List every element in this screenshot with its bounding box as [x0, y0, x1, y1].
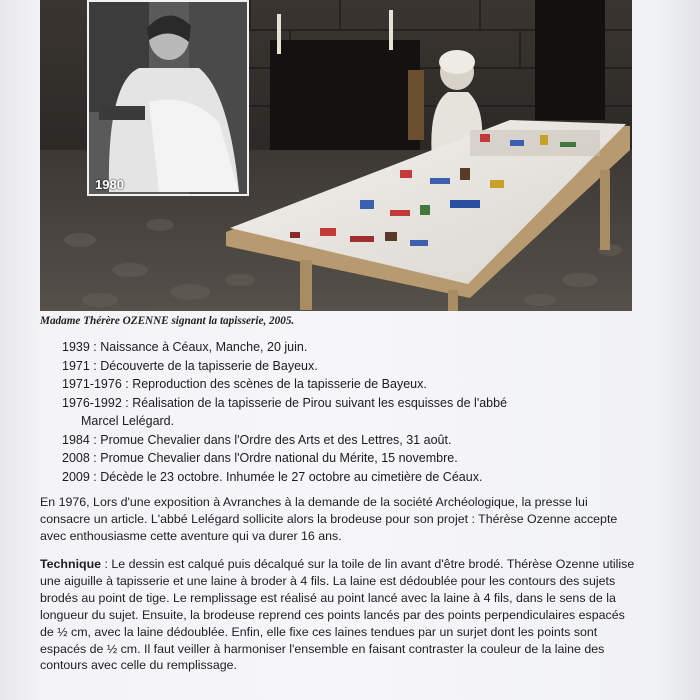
- chronology-year: 2008: [62, 451, 90, 465]
- inset-photo-1980: [87, 0, 249, 196]
- chronology-year: 2009: [62, 469, 90, 484]
- chronology-text: Promue Chevalier dans l'Ordre national du Mérite, 15 novembre.: [100, 451, 458, 465]
- chronology-text: Reproduction des scènes de la tapisserie de Bayeux.: [132, 377, 427, 391]
- chronology-year: 1939: [62, 340, 90, 354]
- chronology-item: 1971 : Découverte de la tapisserie de Bayeux.: [62, 358, 318, 373]
- chronology-item: 1971-1976 : Reproduction des scènes de la tapisserie de Bayeux.: [62, 377, 427, 391]
- chronology-year: 1984: [62, 432, 90, 447]
- tapestry-photo: [40, 0, 632, 311]
- technique-text: : Le dessin est calqué puis décalqué sur la toile de lin avant d'être brodé. Thérèse Ozenne utilise une aiguille à tapisserie et une laine à broder à 4 fils. La laine est dédoublée pour les contours des sujets brodés au point de tige. Le remplissage est réalisé au point lancé avec la laine à 4 fils, dans le sens de la longueur du sujet. Ensuite, la brodeuse reprend ces points lancés par des points perpendiculaires espacés de ½ cm, avec la laine dédoublée. Enfin, elle fixe ces laines tendues par un surjet dont les points sont espacés de ½ cm. Il faut veiller à harmoniser l'ensemble en faisant contraster la couleur de la laine des contours avec celle du remplissage.: [40, 557, 635, 673]
- chronology-item: 2008 : Promue Chevalier dans l'Ordre national du Mérite, 15 novembre.: [62, 451, 458, 465]
- chronology-item: 2009 : Décède le 23 octobre. Inhumée le 27 octobre au cimetière de Céaux.: [62, 469, 483, 484]
- chronology-item: 1984 : Promue Chevalier dans l'Ordre des Arts et des Lettres, 31 août.: [62, 432, 452, 447]
- technique-paragraph: [40, 556, 640, 674]
- chronology-year: 1971-1976: [62, 377, 122, 391]
- chronology-year: 1976-1992: [62, 395, 122, 410]
- history-paragraph: En 1976, Lors d'une exposition à Avranches à la demande de la société Archéologique, la presse lui consacre un article. L'abbé Lelégard sollicite alors la brodeuse pour son projet : Thérèse Ozenne accepte avec enthousiasme cette aventure qui va durer 16 ans.: [40, 495, 618, 543]
- chronology-text: Naissance à Céaux, Manche, 20 juin.: [100, 340, 308, 354]
- chronology-text: Découverte de la tapisserie de Bayeux.: [100, 358, 318, 373]
- chronology-text: Décède le 23 octobre. Inhumée le 27 octobre au cimetière de Céaux.: [100, 469, 483, 484]
- chronology-item: 1976-1992 : Réalisation de la tapisserie de Pirou suivant les esquisses de l'abbé Marcel Lelégard.: [62, 394, 662, 431]
- chronology-text: Réalisation de la tapisserie de Pirou suivant les esquisses de l'abbé: [132, 395, 508, 410]
- inset-photo-illustration: [89, 2, 247, 194]
- inset-year-label: 1980: [95, 177, 124, 192]
- technique-label: Technique: [40, 557, 102, 571]
- chronology-year: 1971: [62, 358, 90, 373]
- photo-caption: Madame Thérère OZENNE signant la tapisserie, 2005.: [40, 315, 295, 327]
- chronology-list: [62, 338, 662, 486]
- chronology-item: 1939 : Naissance à Céaux, Manche, 20 juin.: [62, 340, 308, 354]
- chronology-text-continuation: Marcel Lelégard.: [81, 414, 175, 428]
- chronology-text: Promue Chevalier dans l'Ordre des Arts et des Lettres, 31 août.: [100, 432, 452, 447]
